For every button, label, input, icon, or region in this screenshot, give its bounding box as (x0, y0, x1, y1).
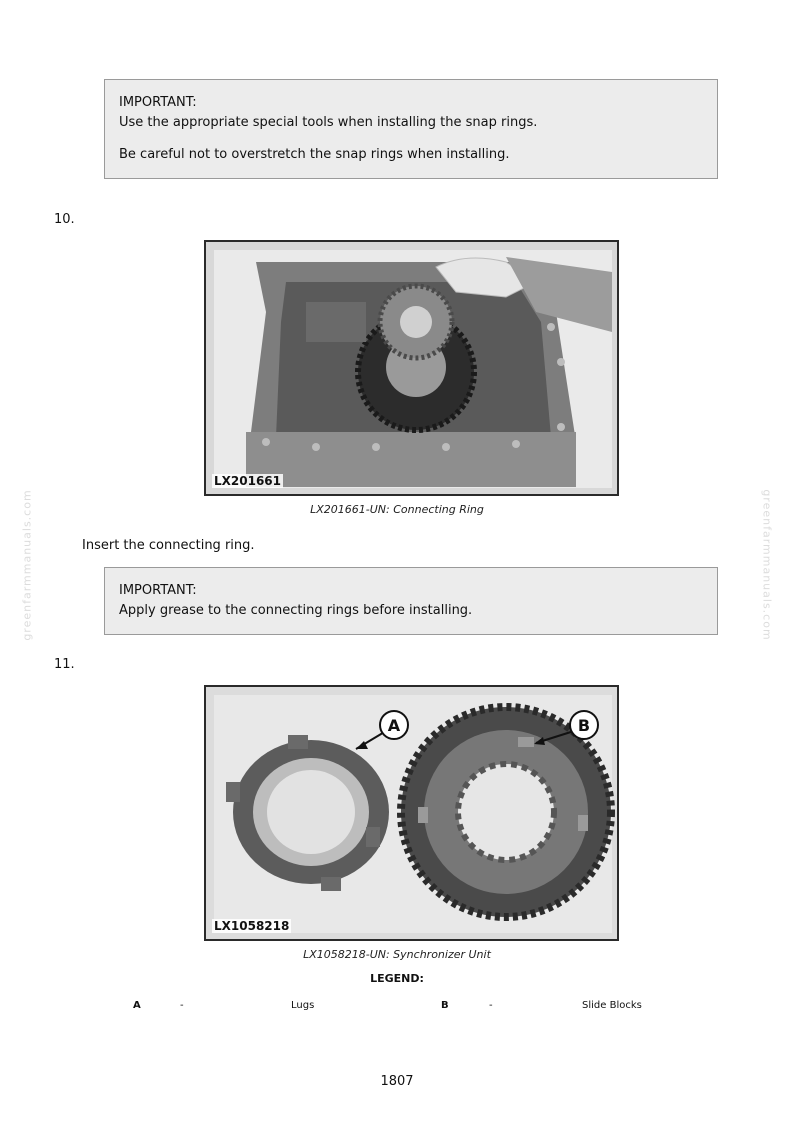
step-number-11: 11. (54, 657, 75, 672)
important-note-2 (104, 567, 718, 635)
step-instruction: Insert the connecting ring. (82, 538, 255, 553)
callout-a: A (387, 716, 401, 735)
synchronizer-unit-photo (206, 687, 617, 939)
connecting-ring-photo (206, 242, 617, 494)
note-heading: IMPORTANT: (119, 95, 197, 110)
callout-b: B (577, 716, 591, 735)
watermark-left: greenfarmmanuals.com (20, 489, 34, 641)
note-line: Use the appropriate special tools when installing the snap rings. (119, 115, 538, 130)
figure-id-label: LX201661 (214, 474, 281, 488)
legend-separator: - (180, 1000, 184, 1011)
figure-caption: LX1058218-UN: Synchronizer Unit (303, 948, 491, 961)
important-note-1 (104, 79, 718, 179)
figure-synchronizer-unit (204, 685, 619, 941)
figure-connecting-ring (204, 240, 619, 496)
page-number: 1807 (380, 1074, 414, 1089)
legend-separator: - (489, 1000, 493, 1011)
watermark-right: greenfarmmanuals.com (760, 489, 774, 641)
legend-key: A (133, 1000, 141, 1011)
figure-id-label: LX1058218 (214, 919, 290, 933)
legend-title: LEGEND: (370, 972, 424, 985)
legend-label: Slide Blocks (582, 1000, 642, 1011)
figure-caption: LX201661-UN: Connecting Ring (310, 503, 484, 516)
legend-label: Lugs (291, 1000, 315, 1011)
legend-key: B (441, 1000, 449, 1011)
note-heading: IMPORTANT: (119, 583, 197, 598)
note-line: Apply grease to the connecting rings before installing. (119, 603, 473, 618)
note-line: Be careful not to overstretch the snap rings when installing. (119, 147, 510, 162)
step-number-10: 10. (54, 212, 75, 227)
